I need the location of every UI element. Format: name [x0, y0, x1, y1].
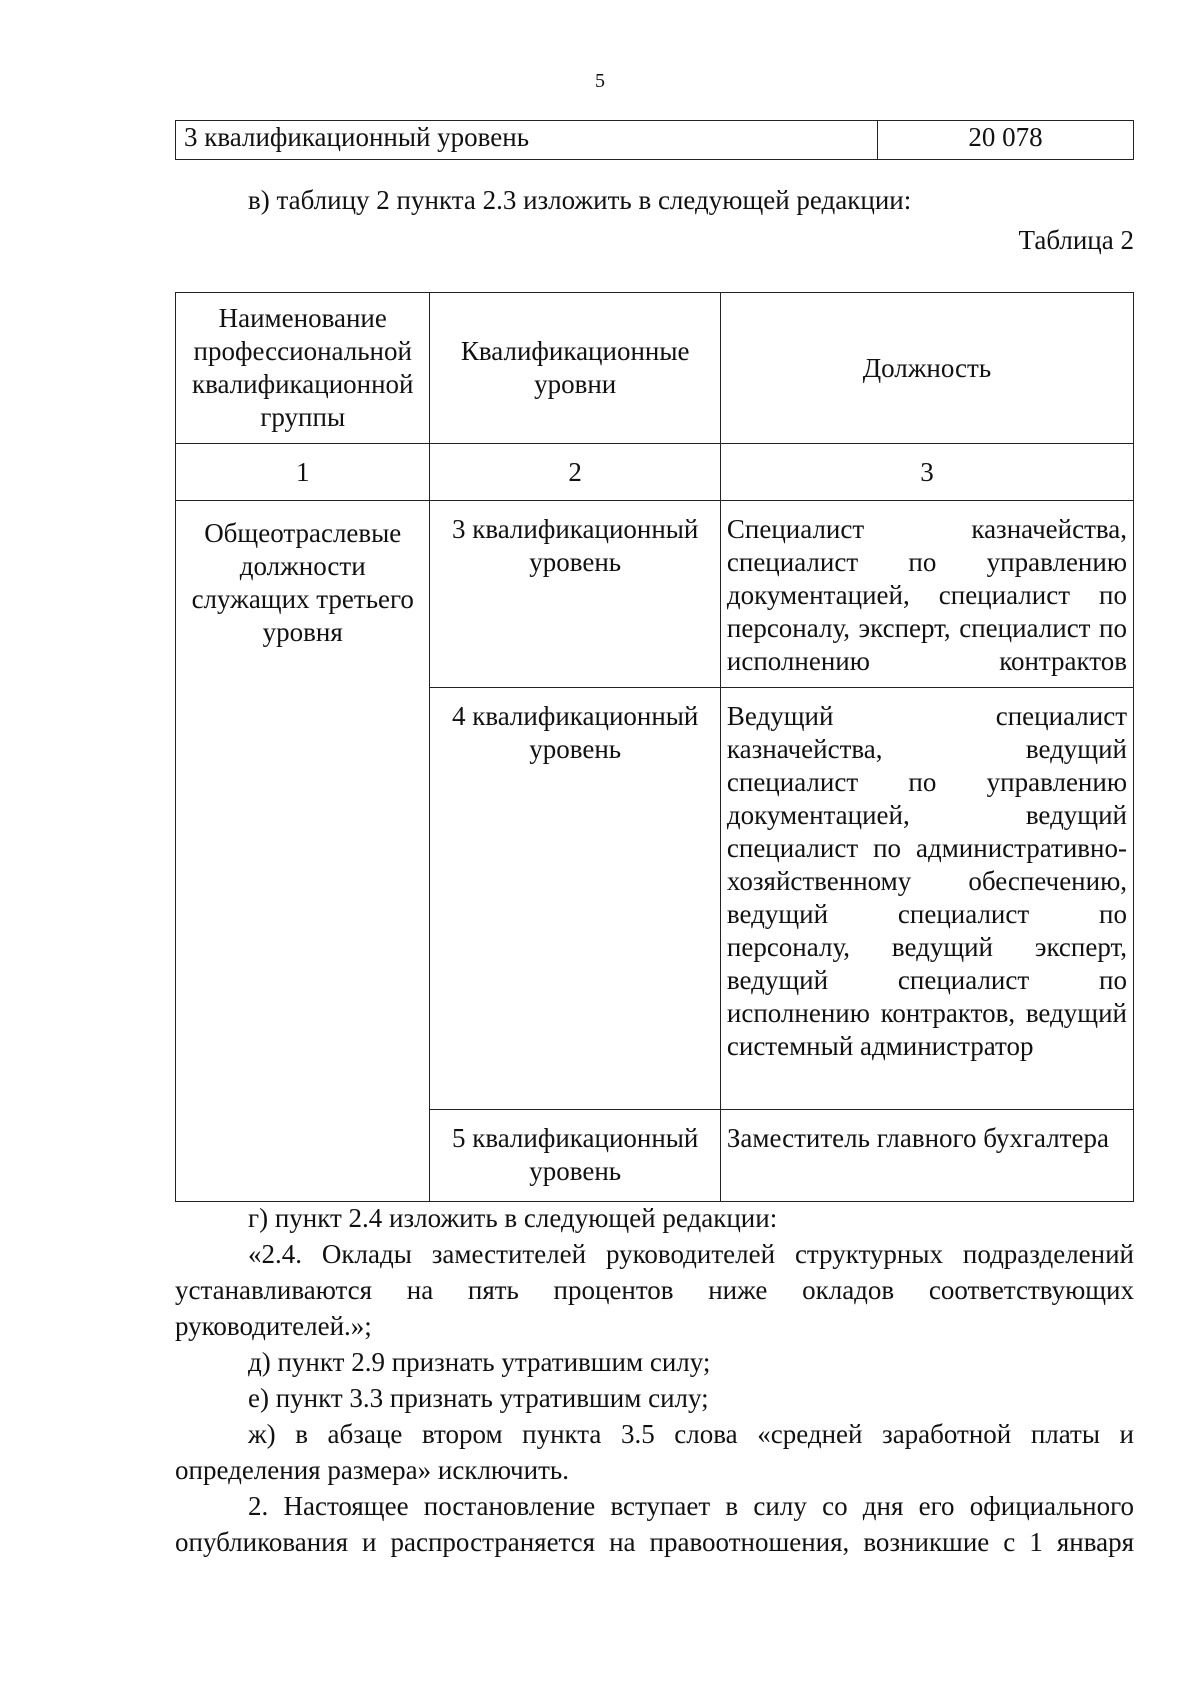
- paragraph-e: е) пункт 3.3 признать утратившим силу;: [248, 1383, 709, 1413]
- paragraph-d: д) пункт 2.9 признать утратившим силу;: [248, 1347, 711, 1377]
- salary-table-fragment: [175, 120, 1134, 160]
- table-row: [176, 501, 1134, 688]
- column-number: 3: [720, 444, 1133, 501]
- positions-text: Ведущий специалист казначейства, ведущий специалист по управлению документацией, ведущий специалист по административно-хозяйственному обеспечению, ведущий специалист по персоналу, ведущий эксперт, ведущий специалист по исполнению контрактов, ведущий системный администратор: [726, 701, 1127, 1061]
- column-number: 2: [430, 444, 720, 501]
- level-cell: 3 квалификационный уровень: [430, 501, 720, 688]
- table-row: [176, 121, 1134, 160]
- page-number: 5: [595, 70, 605, 92]
- table-header-row: [176, 293, 1134, 444]
- salary-cell: 20 078: [878, 121, 1134, 160]
- positions-text: Заместитель главного бухгалтера: [726, 1123, 1109, 1153]
- column-number-row: [176, 444, 1134, 501]
- positions-cell: [720, 688, 1133, 1110]
- positions-cell: [720, 1110, 1133, 1202]
- paragraph-zh: ж) в абзаце втором пункта 3.5 слова «средней заработной платы и определения размера» исключить.: [175, 1419, 1134, 1485]
- positions-text: Специалист казначейства, специалист по управлению документацией, специалист по персоналу, эксперт, специалист по исполнению контрактов: [726, 514, 1127, 676]
- column-number: 1: [176, 444, 430, 501]
- table-caption: Таблица 2: [1018, 225, 1134, 255]
- paragraph-2: 2. Настоящее постановление вступает в силу со дня его официального опубликования и распространяется на правоотношения, возникшие с 1 января: [175, 1491, 1134, 1557]
- paragraph-g-text: «2.4. Оклады заместителей руководителей структурных подразделений устанавливаются на пять процентов ниже окладов соответствующих руководителей.»;: [175, 1239, 1134, 1341]
- header-group: Наименование профессиональной квалификационной группы: [176, 293, 430, 444]
- header-position: Должность: [720, 293, 1133, 444]
- header-levels: Квалификационные уровни: [430, 293, 720, 444]
- group-name-cell: Общеотраслевые должности служащих третьего уровня: [176, 501, 430, 1202]
- level-cell: 4 квалификационный уровень: [430, 688, 720, 1110]
- qualification-level-cell: 3 квалификационный уровень: [176, 121, 878, 160]
- paragraph-g: г) пункт 2.4 изложить в следующей редакции:: [248, 1203, 778, 1233]
- table-2: [175, 292, 1134, 1202]
- paragraph-v: в) таблицу 2 пункта 2.3 изложить в следующей редакции:: [248, 185, 912, 215]
- positions-cell: [720, 501, 1133, 688]
- level-cell: 5 квалификационный уровень: [430, 1110, 720, 1202]
